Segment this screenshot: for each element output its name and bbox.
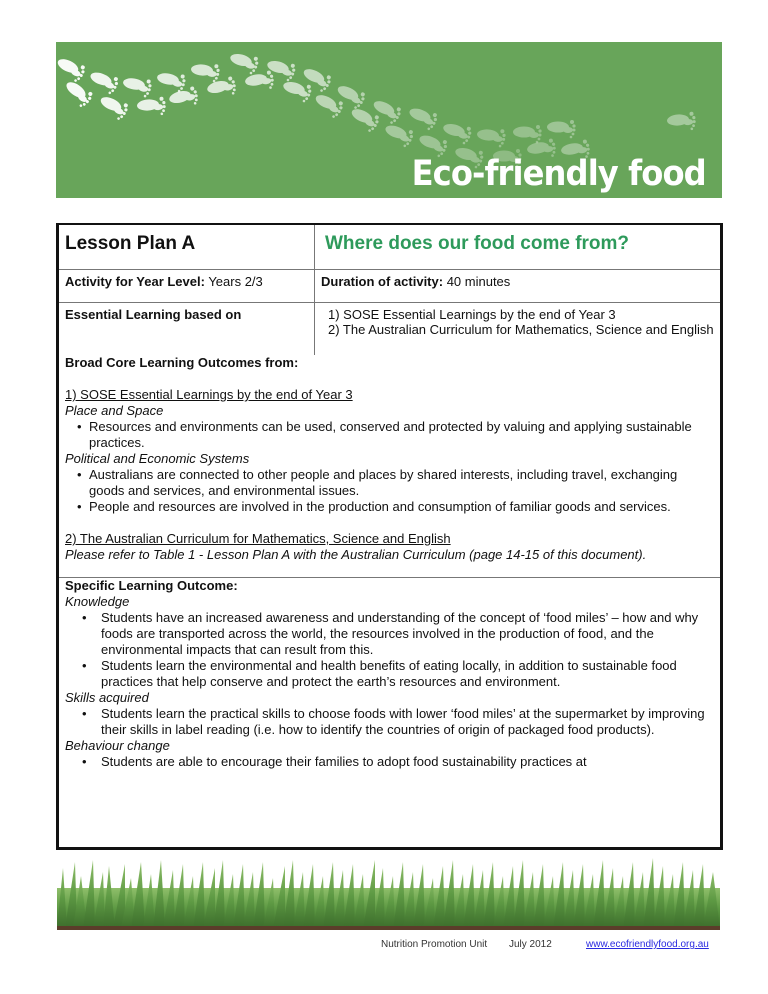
footer-date: July 2012: [509, 939, 552, 950]
group-title: Behaviour change: [65, 738, 170, 753]
specific-outcomes-heading: Specific Learning Outcome:: [65, 578, 238, 593]
list-item: • Students have an increased awareness and understanding of the concept of ‘food miles’ – how and why foods are transported across the world, the resources involved in the production of food, and the environmental impacts that can result from this.: [65, 610, 714, 658]
curriculum-note: Please refer to Table 1 - Lesson Plan A with the Australian Curriculum (page 14-15 of this document).: [65, 547, 647, 562]
year-duration-row: [59, 270, 720, 303]
essential-learning-label: Essential Learning based on: [65, 307, 242, 322]
lesson-label: Lesson Plan A: [65, 233, 196, 254]
header-banner: [56, 42, 722, 198]
year-level-value: Years 2/3: [204, 274, 263, 289]
broad-outcomes-section: [59, 355, 720, 563]
list-item: • Resources and environments can be used, conserved and protected by valuing and applying sustainable practices.: [65, 419, 714, 451]
list-item: • Students are able to encourage their families to adopt food sustainability practices at: [65, 754, 714, 770]
specific-outcomes-section: [59, 578, 720, 770]
broad-outcomes-heading: Broad Core Learning Outcomes from:: [65, 355, 299, 370]
group-title: Knowledge: [65, 594, 130, 609]
essential-learning-list: [321, 307, 714, 337]
list-item: • People and resources are involved in the production and consumption of familiar goods and services.: [65, 499, 714, 515]
lesson-plan-table: [56, 223, 723, 850]
sose-heading: 1) SOSE Essential Learnings by the end of Year 3: [65, 387, 353, 402]
group-title: Political and Economic Systems: [65, 451, 250, 466]
essential-learning-item: 2) The Australian Curriculum for Mathematics, Science and English: [328, 322, 714, 337]
footer-organization: Nutrition Promotion Unit: [381, 939, 488, 950]
year-level-label: Activity for Year Level:: [65, 274, 205, 289]
curriculum-heading: 2) The Australian Curriculum for Mathematics, Science and English: [65, 531, 451, 546]
website-link[interactable]: www.ecofriendlyfood.org.au: [586, 939, 709, 950]
grass-decoration: [57, 858, 720, 930]
essential-learning-item: 1) SOSE Essential Learnings by the end of Year 3: [328, 307, 616, 322]
list-item: • Students learn the practical skills to choose foods with lower ‘food miles’ at the supermarket by improving their skills in label reading (i.e. how to identify the countries of origin of packaged food products).: [65, 706, 714, 738]
duration-label: Duration of activity:: [321, 274, 444, 289]
title-row: [59, 225, 720, 270]
duration-value: 40 minutes: [443, 274, 511, 289]
lesson-title: Where does our food come from?: [325, 233, 630, 254]
group-title: Skills acquired: [65, 690, 149, 705]
list-item: • Students learn the environmental and health benefits of eating locally, in addition to sustainable food practices that help conserve and protect the earth’s resources and environment.: [65, 658, 714, 690]
grass-icon: [57, 858, 720, 930]
essential-learning-row: [59, 303, 720, 355]
list-item: • Australians are connected to other people and places by shared interests, including travel, exchanging goods and services, and environmental issues.: [65, 467, 714, 499]
banner-title: Eco-friendly food: [411, 154, 706, 194]
group-title: Place and Space: [65, 403, 164, 418]
